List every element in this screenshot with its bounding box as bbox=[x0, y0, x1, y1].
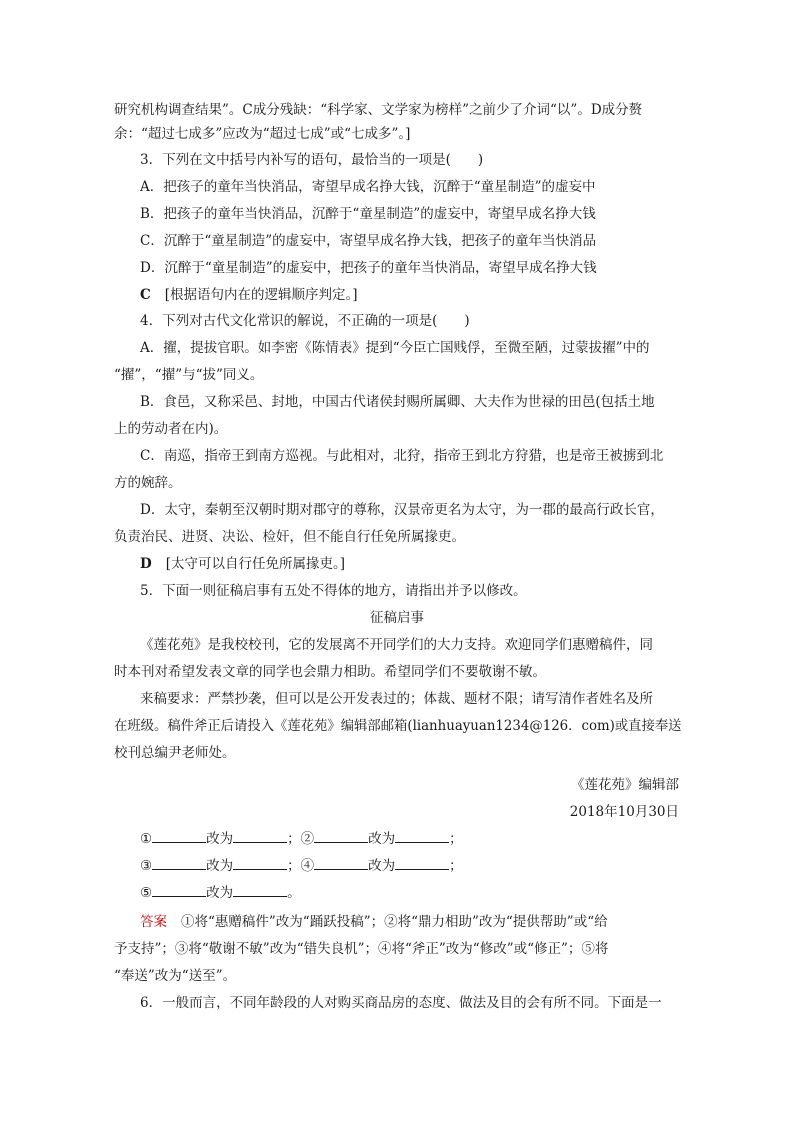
answer-explanation: [根据语句内在的逻辑顺序判定。] bbox=[164, 287, 358, 303]
answer-line bbox=[140, 555, 345, 573]
fill-blank bbox=[233, 830, 287, 843]
text-line: 负责治民、进贤、决讼、检奸，但不能自行任免所属掾吏。 bbox=[114, 529, 465, 545]
fill-blank bbox=[233, 884, 287, 897]
answer-text: “奉送”改为“送至”。 bbox=[114, 968, 237, 984]
fill-blank bbox=[395, 830, 449, 843]
text-line: 上的劳动者在内)。 bbox=[114, 421, 228, 437]
text-line: 研究机构调查结果”。C成分残缺：“科学家、文学家为榜样”之前少了介词“以”。D成分赘 bbox=[114, 102, 643, 118]
option-b: B．食邑，又称采邑、封地，中国古代诸侯封赐所属卿、大夫作为世禄的田邑(包括土地 bbox=[140, 394, 655, 410]
fill-blank bbox=[314, 857, 368, 870]
option-c: C．南巡，指帝王到南方巡视。与此相对，北狩，指帝王到北方狩猎，也是帝王被掳到北 bbox=[140, 448, 664, 464]
answer-label: 答案 bbox=[140, 914, 167, 930]
question-5: 5．下面一则征稿启事有五处不得体的地方，请指出并予以修改。 bbox=[140, 583, 527, 599]
fill-blank bbox=[314, 830, 368, 843]
fill-blank bbox=[152, 857, 206, 870]
option-a: A．把孩子的童年当快消品，寄望早成名挣大钱，沉醉于“童星制造”的虚妄中 bbox=[140, 179, 596, 195]
notice-text: 《莲花苑》是我校校刊，它的发展离不开同学们的大力支持。欢迎同学们惠赠稿件，同 bbox=[140, 637, 653, 653]
question-6: 6．一般而言，不同年龄段的人对购买商品房的态度、做法及目的会有所不同。下面是一 bbox=[140, 995, 662, 1011]
text-line: 余：“超过七成多”应改为“超过七成”或“七成多”。] bbox=[114, 126, 411, 142]
option-d: D．太守，秦朝至汉朝时期对郡守的尊称，汉景帝更名为太守，为一郡的最高行政长官， bbox=[140, 502, 664, 518]
answer-line bbox=[140, 286, 358, 304]
option-a: A．擢，提拔官职。如李密《陈情表》提到“今臣亡国贱俘，至微至陋，过蒙拔擢”中的 bbox=[140, 340, 650, 356]
notice-date: 2018年10月30日 bbox=[569, 804, 679, 820]
fill-blank bbox=[233, 857, 287, 870]
blank-row-3: ⑤ 改为 。 bbox=[140, 885, 301, 901]
notice-title: 征稿启事 bbox=[370, 610, 424, 626]
answer-explanation: [太守可以自行任免所属掾吏。] bbox=[165, 556, 346, 572]
text-line: 方的婉辞。 bbox=[114, 475, 182, 491]
notice-text: 在班级。稿件斧正后请投入《莲花苑》编辑部邮箱(lianhuayuan1234@126．com)或直接奉送 bbox=[114, 718, 682, 734]
fill-blank bbox=[152, 884, 206, 897]
text-line: “擢”，“擢”与“拔”同义。 bbox=[114, 367, 264, 383]
notice-text: 时本刊对希望发表文章的同学也会鼎力相助。希望同学们不要敬谢不敏。 bbox=[114, 664, 546, 680]
answer-text: 予支持”；③将“敬谢不敏”改为“错失良机”；④将“斧正”改为“修改”或“修正”；⑤将 bbox=[114, 941, 609, 957]
option-d: D．沉醉于“童星制造”的虚妄中，把孩子的童年当快消品，寄望早成名挣大钱 bbox=[140, 260, 597, 276]
notice-signature: 《莲花苑》编辑部 bbox=[571, 777, 679, 793]
option-b: B．把孩子的童年当快消品，沉醉于“童星制造”的虚妄中，寄望早成名挣大钱 bbox=[140, 206, 596, 222]
answer-text: ①将“惠赠稿件”改为“踊跃投稿”；②将“鼎力相助”改为“提供帮助”或“给 bbox=[181, 914, 608, 930]
answer-letter: C bbox=[140, 287, 151, 303]
answer-block bbox=[140, 913, 608, 931]
option-c: C．沉醉于“童星制造”的虚妄中，寄望早成名挣大钱，把孩子的童年当快消品 bbox=[140, 233, 597, 249]
blank-row-2: ③ 改为 ；④ 改为 ； bbox=[140, 858, 463, 874]
fill-blank bbox=[152, 830, 206, 843]
fill-blank bbox=[395, 857, 449, 870]
notice-text: 校刊总编尹老师处。 bbox=[114, 745, 236, 761]
question-3: 3．下列在文中括号内补写的语句，最恰当的一项是( ) bbox=[140, 152, 484, 168]
notice-text: 来稿要求：严禁抄袭，但可以是公开发表过的；体裁、题材不限；请写清作者姓名及所 bbox=[140, 691, 653, 707]
answer-letter: D bbox=[140, 556, 152, 572]
blank-row-1: ① 改为 ；② 改为 ； bbox=[140, 831, 463, 847]
question-4: 4．下列对古代文化常识的解说，不正确的一项是( ) bbox=[140, 313, 470, 329]
